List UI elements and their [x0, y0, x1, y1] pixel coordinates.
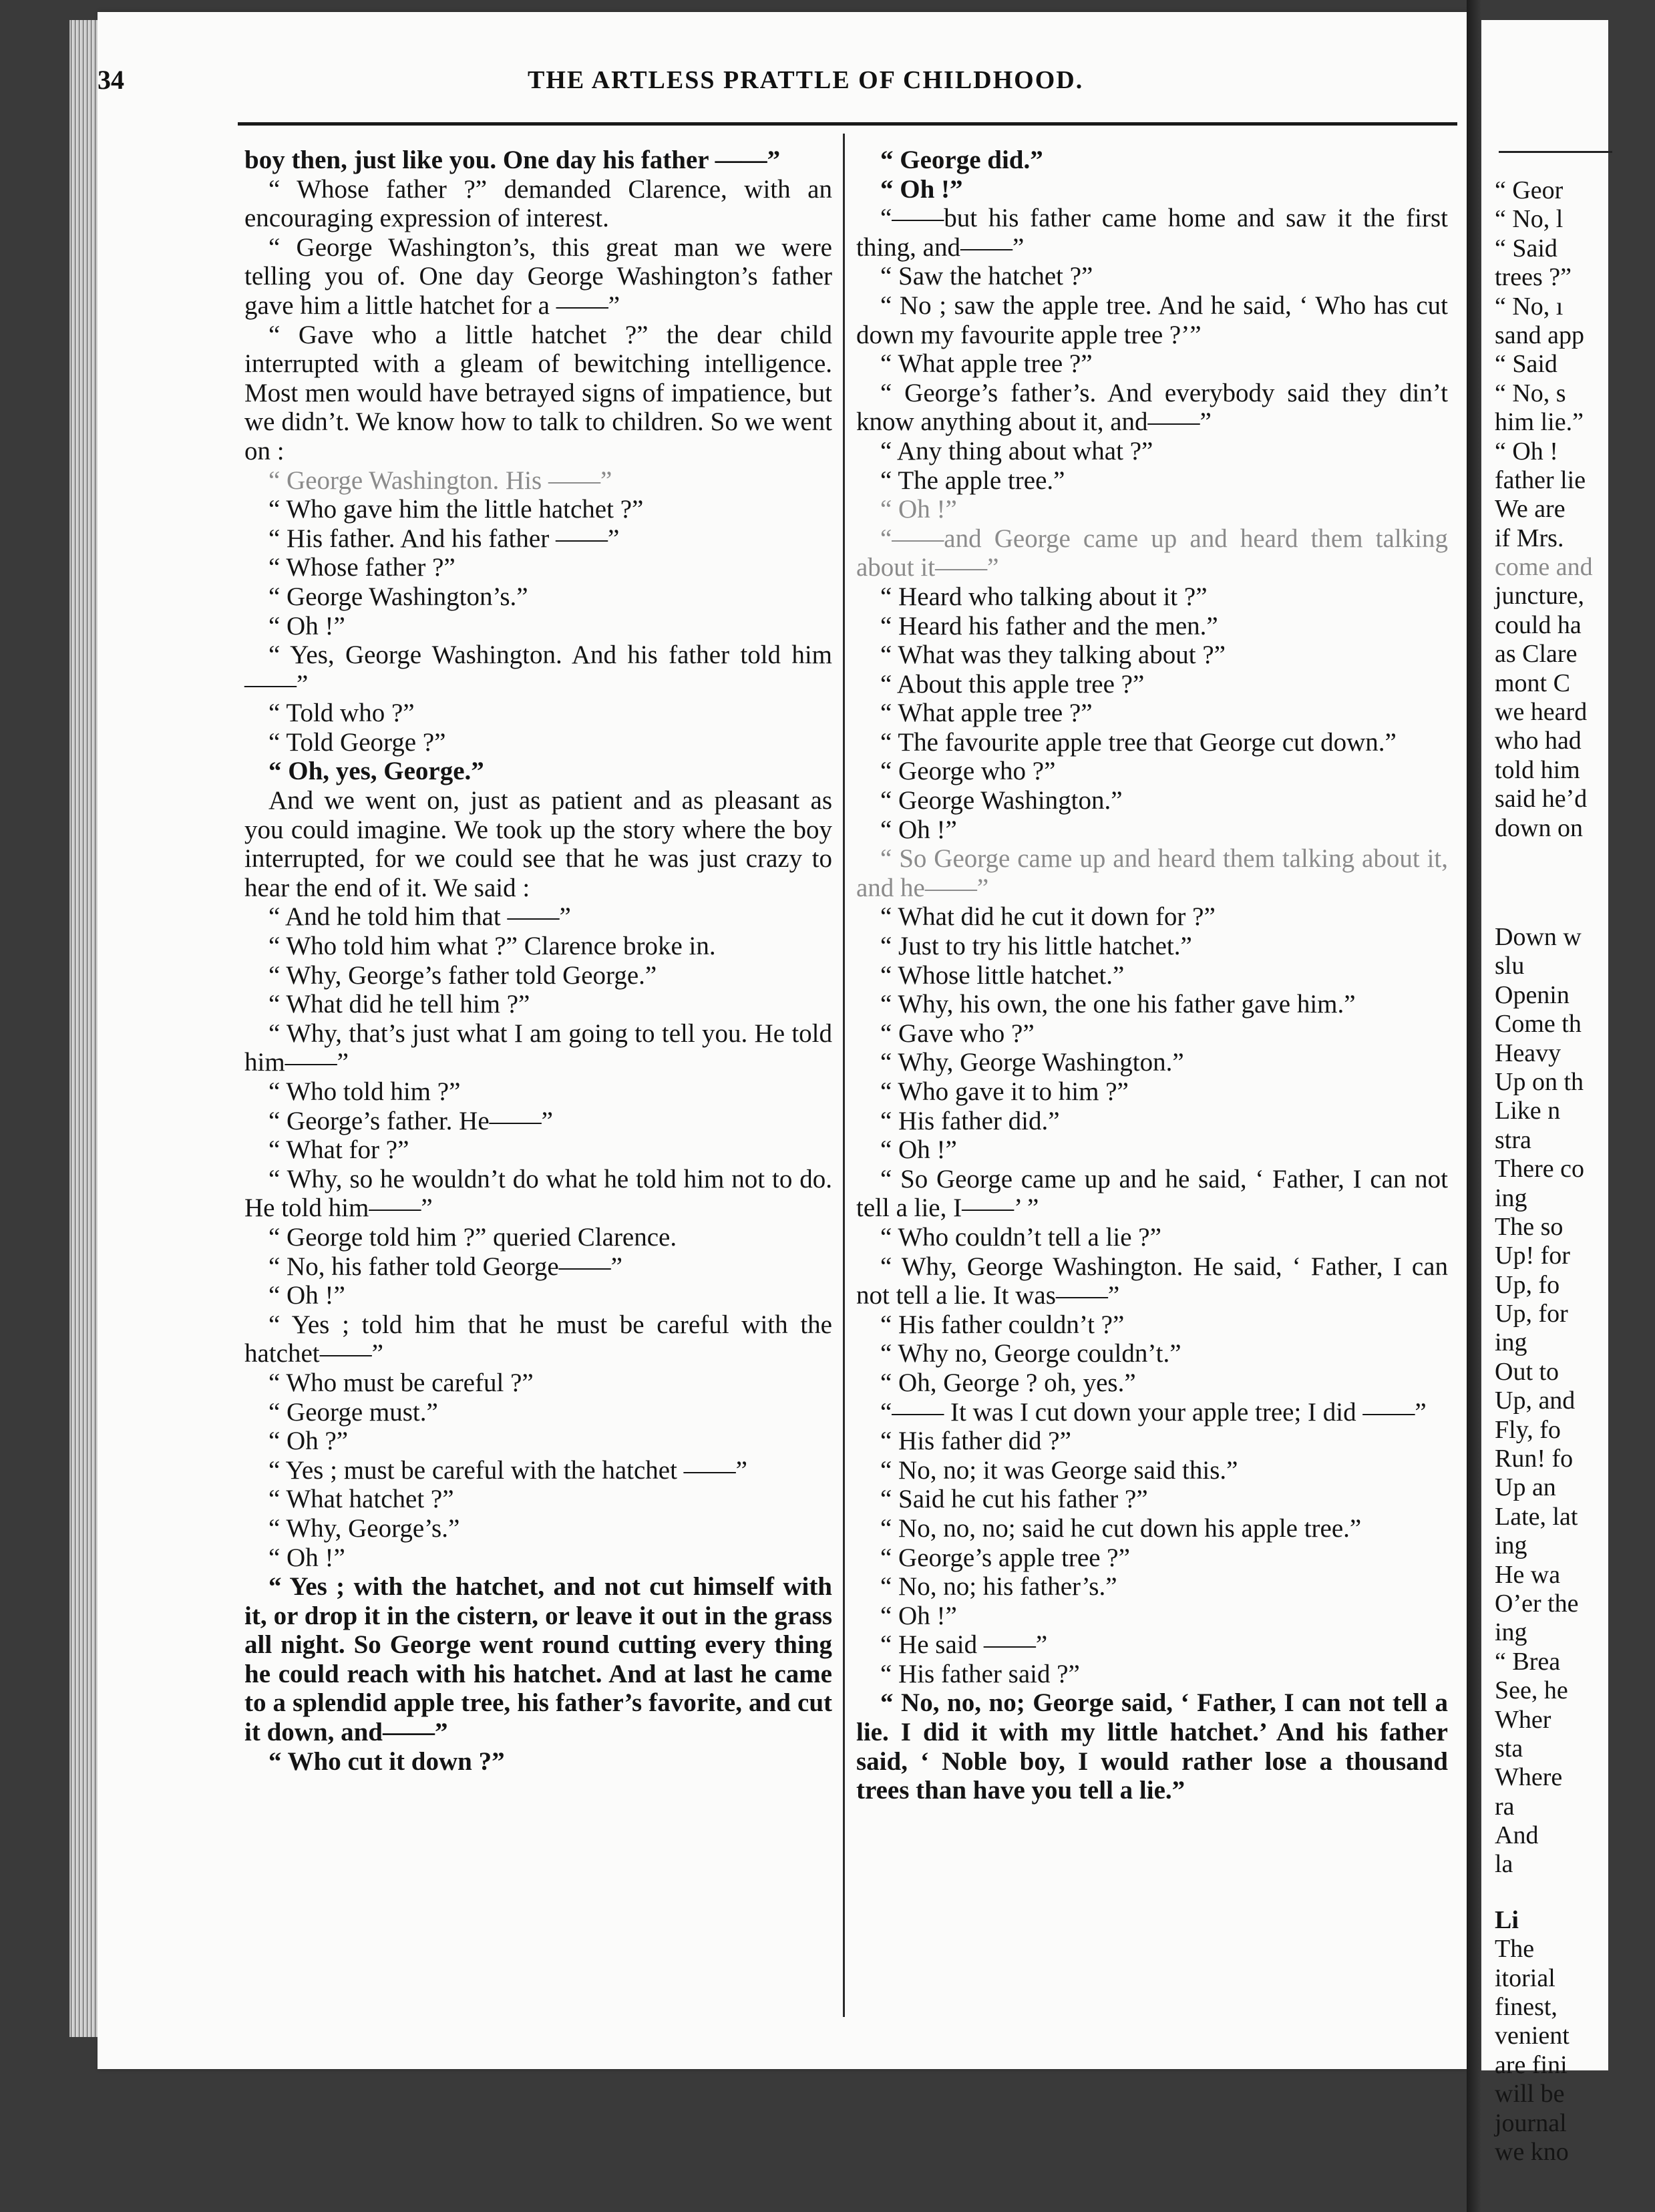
paragraph: “ George did.” [880, 146, 1043, 174]
paragraph: “ Yes ; with the hatchet, and not cut himself with it, or drop it in the cistern, or leave it out in the grass all night. So George went round cutting every thing he could reach with his hatchet. And at last he came to a splendid apple tree, his father’s favorite, and cut it down, and——” [244, 1572, 832, 1747]
paragraph: “ No, no, no; George said, ‘ Father, I can not tell a lie. I did it with my little hatchet.’ And his father said, ‘ Noble boy, I would rather lose a thousand trees than have you tell a lie.” [856, 1688, 1448, 1805]
paragraph: “ George’s father. He——” [268, 1106, 553, 1135]
column-rule [843, 134, 845, 2017]
text-fragment: sta [1495, 1734, 1523, 1763]
paragraph: “ No ; saw the apple tree. And he said, ‘ Who has cut down my favourite apple tree ?’” [856, 291, 1448, 349]
paragraph: “ No, his father told George——” [268, 1252, 622, 1281]
paragraph: “ What for ?” [268, 1135, 409, 1165]
text-fragment: are fini [1495, 2050, 1568, 2079]
text-fragment: Up, for [1495, 1300, 1568, 1328]
paragraph: “ George’s father’s. And everybody said they din’t know anything about it, and——” [856, 378, 1448, 437]
paragraph: “ Oh !” [880, 174, 963, 204]
paragraph: “ What did he tell him ?” [268, 990, 530, 1019]
paragraph: “ Who gave him the little hatchet ?” [268, 495, 644, 524]
text-fragment: as Clare [1495, 640, 1578, 669]
paragraph: “ George Washington’s.” [268, 582, 528, 611]
text-fragment: The so [1495, 1212, 1564, 1241]
paragraph: “ George who ?” [880, 757, 1056, 786]
text-fragment: Come th [1495, 1010, 1582, 1039]
paragraph: “ What did he cut it down for ?” [880, 902, 1216, 932]
paragraph: “ And he told him that ——” [268, 902, 571, 932]
paragraph: “ Why, George Washington.” [880, 1048, 1184, 1077]
text-fragment: Up, and [1495, 1387, 1576, 1415]
paragraph: “ Whose father ?” demanded Clarence, with an encouraging expression of interest. [244, 174, 832, 233]
text-fragment: Like n [1495, 1097, 1561, 1125]
text-fragment: finest, [1495, 1993, 1557, 2022]
text-fragment: ing [1495, 1328, 1527, 1357]
text-fragment: if Mrs. [1495, 524, 1564, 552]
paragraph: “ What hatchet ?” [268, 1485, 454, 1514]
right-column [856, 146, 1448, 1805]
text-fragment: “ Said [1495, 350, 1557, 379]
paragraph: “ He said ——” [880, 1630, 1048, 1660]
text-fragment: We are [1495, 495, 1566, 524]
paragraph: “ Who told him what ?” Clarence broke in. [268, 932, 716, 961]
text-fragment: “ No, ı [1495, 292, 1564, 321]
paragraph: “ The favourite apple tree that George cut down.” [880, 727, 1397, 757]
book-gutter [1467, 0, 1481, 2212]
paragraph: “ No, no; it was George said this.” [880, 1455, 1238, 1485]
paragraph: “ Whose father ?” [268, 553, 455, 582]
paragraph: “ Heard his father and the men.” [880, 611, 1218, 640]
next-page-sliver [1481, 20, 1608, 2166]
text-fragment: journal [1495, 2108, 1567, 2137]
text-fragment: ing [1495, 1183, 1527, 1212]
page-number: 34 [98, 65, 124, 95]
text-fragment: Where [1495, 1763, 1563, 1792]
paragraph: “ What apple tree ?” [880, 349, 1093, 379]
text-fragment: Li [1495, 1905, 1519, 1934]
text-fragment: Up, fo [1495, 1270, 1560, 1299]
text-fragment: Down w [1495, 922, 1582, 951]
text-fragment: “ Brea [1495, 1647, 1561, 1676]
text-fragment: juncture, [1495, 582, 1585, 610]
paragraph: “ Oh !” [880, 495, 957, 524]
paragraph: “ Why, his own, the one his father gave him.” [880, 990, 1356, 1019]
spacer [1495, 1879, 1655, 1906]
text-fragment: we heard [1495, 698, 1588, 727]
text-fragment: him lie.” [1495, 408, 1584, 437]
paragraph: “ Oh !” [268, 611, 345, 640]
text-fragment: told him [1495, 755, 1580, 784]
paragraph: “ His father couldn’t ?” [880, 1310, 1125, 1339]
paragraph: “ George must.” [268, 1397, 438, 1427]
paragraph: “ Why, George’s.” [268, 1513, 460, 1543]
paragraph: “ What was they talking about ?” [880, 640, 1226, 670]
text-fragment: come and [1495, 553, 1593, 582]
text-fragment: ing [1495, 1618, 1527, 1647]
text-fragment: “ Geor [1495, 176, 1564, 204]
text-fragment: could ha [1495, 610, 1582, 639]
paragraph: “ No, no; his father’s.” [880, 1572, 1117, 1602]
text-fragment: trees ?” [1495, 263, 1572, 292]
paragraph: “ No, no, no; said he cut down his apple tree.” [880, 1513, 1362, 1543]
text-fragment: There co [1495, 1155, 1584, 1183]
text-fragment: “ Oh ! [1495, 437, 1558, 466]
paragraph: “ George Washington’s, this great man we were telling you of. One day George Washington’s father gave him a little hatchet for a ——” [244, 232, 832, 320]
text-fragment: will be [1495, 2080, 1565, 2108]
paragraph: “—— It was I cut down your apple tree; I did ——” [880, 1397, 1427, 1427]
paragraph: “ His father did.” [880, 1106, 1060, 1135]
paragraph: “ Told who ?” [268, 699, 415, 728]
paragraph: “ Oh !” [268, 1281, 345, 1310]
paragraph: “ His father. And his father ——” [268, 524, 620, 553]
paragraph: “ Who gave it to him ?” [880, 1077, 1129, 1106]
paragraph: “ Gave who ?” [880, 1019, 1035, 1048]
paragraph: “ George told him ?” queried Clarence. [268, 1222, 677, 1252]
text-fragment: Fly, fo [1495, 1415, 1561, 1444]
text-fragment: we kno [1495, 2138, 1569, 2166]
paragraph: “ Oh !” [880, 1135, 957, 1165]
text-fragment: mont C [1495, 669, 1570, 697]
paragraph: “——and George came up and heard them talking about it——” [856, 524, 1448, 582]
text-fragment: Out to [1495, 1357, 1559, 1386]
text-fragment: ra [1495, 1792, 1515, 1821]
text-fragment: said he’d [1495, 785, 1588, 813]
paragraph: “ Why, so he wouldn’t do what he told him not to do. He told him——” [244, 1164, 832, 1223]
text-fragment: Wher [1495, 1705, 1551, 1734]
paragraph: “ Gave who a little hatchet ?” the dear child interrupted with a gleam of bewitching intelligence. Most men would have betrayed signs of impatience, but we didn’t. We know how to talk to children. So we went on : [244, 320, 832, 466]
paragraph: “ Any thing about what ?” [880, 436, 1153, 466]
paragraph: “ Why, that’s just what I am going to tell you. He told him——” [244, 1019, 832, 1077]
text-fragment: Up on th [1495, 1067, 1584, 1096]
paragraph: “ His father did ?” [880, 1427, 1071, 1456]
paragraph: “——but his father came home and saw it the first thing, and——” [856, 204, 1448, 262]
paragraph: “ Oh !” [268, 1543, 345, 1572]
paragraph: “ So George came up and heard them talking about it, and he——” [856, 844, 1448, 902]
text-fragment: “ No, s [1495, 379, 1566, 407]
text-fragment: itorial [1495, 1964, 1555, 1992]
paragraph: boy then, just like you. One day his father ——” [244, 146, 781, 174]
paragraph: “ George Washington.” [880, 786, 1123, 815]
paragraph: “ Whose little hatchet.” [880, 960, 1125, 990]
paragraph: “ Oh, George ? oh, yes.” [880, 1368, 1136, 1397]
paragraph: “ Just to try his little hatchet.” [880, 932, 1192, 961]
text-fragment: “ Said [1495, 234, 1557, 262]
text-fragment: Openin [1495, 980, 1570, 1009]
paragraph: “ What apple tree ?” [880, 699, 1093, 728]
paragraph: “ George Washington. His ——” [268, 466, 612, 495]
text-fragment: down on [1495, 813, 1583, 842]
text-fragment: Up an [1495, 1473, 1556, 1502]
paragraph: “ Yes ; must be careful with the hatchet ——” [268, 1455, 747, 1485]
text-fragment: who had [1495, 727, 1582, 755]
paragraph: “ Who couldn’t tell a lie ?” [880, 1222, 1161, 1252]
paragraph: “ George’s apple tree ?” [880, 1543, 1130, 1572]
paragraph: “ Oh, yes, George.” [268, 757, 484, 786]
paragraph: “ Said he cut his father ?” [880, 1485, 1148, 1514]
paragraph: “ Told George ?” [268, 727, 446, 757]
text-fragment: father lie [1495, 466, 1586, 494]
next-page-header-rule [1499, 151, 1612, 153]
text-fragment: stra [1495, 1125, 1531, 1154]
text-fragment: ing [1495, 1531, 1527, 1560]
paragraph: “ Why, George’s father told George.” [268, 960, 657, 990]
text-fragment: la [1495, 1850, 1513, 1879]
text-fragment: Heavy [1495, 1039, 1561, 1067]
paragraph: “ Oh !” [880, 815, 957, 844]
paragraph: “ Who must be careful ?” [268, 1368, 534, 1397]
paragraph: “ His father said ?” [880, 1659, 1080, 1688]
page-edge-stack [69, 20, 98, 2037]
paragraph: “ Yes, George Washington. And his father told him ——” [244, 640, 832, 699]
text-fragment: O’er the [1495, 1589, 1579, 1618]
text-fragment: Run! fo [1495, 1445, 1574, 1473]
header-rule [238, 122, 1457, 126]
paragraph: “ Oh !” [880, 1601, 957, 1630]
paragraph: “ Oh ?” [268, 1427, 349, 1456]
text-fragment: The [1495, 1935, 1535, 1964]
page-title: THE ARTLESS PRATTLE OF CHILDHOOD. [528, 66, 1084, 94]
paragraph: “ The apple tree.” [880, 466, 1065, 495]
spacer [1495, 843, 1655, 923]
paragraph: And we went on, just as patient and as pleasant as you could imagine. We took up the story where the boy interrupted, for we could see that he was just crazy to hear the end of it. We said : [244, 786, 832, 902]
text-fragment: He wa [1495, 1560, 1561, 1589]
text-fragment: sand app [1495, 321, 1585, 349]
paragraph: “ So George came up and he said, ‘ Father, I can not tell a lie, I——’ ” [856, 1164, 1448, 1223]
paragraph: “ Yes ; told him that he must be careful with the hatchet——” [244, 1310, 832, 1368]
text-fragment: Late, lat [1495, 1502, 1578, 1531]
text-fragment: “ No, l [1495, 205, 1564, 234]
text-fragment: See, he [1495, 1676, 1568, 1705]
next-page-text [1495, 176, 1655, 2167]
text-fragment: And [1495, 1821, 1539, 1850]
paragraph: “ Why no, George couldn’t.” [880, 1339, 1181, 1368]
paragraph: “ Why, George Washington. He said, ‘ Father, I can not tell a lie. It was——” [856, 1252, 1448, 1310]
paragraph: “ Who told him ?” [268, 1077, 461, 1106]
paragraph: “ About this apple tree ?” [880, 669, 1145, 699]
paragraph: “ Saw the hatchet ?” [880, 262, 1093, 291]
text-fragment: venient [1495, 2022, 1570, 2050]
left-column [244, 146, 832, 1776]
paragraph: “ Who cut it down ?” [268, 1746, 505, 1776]
text-fragment: Up! for [1495, 1242, 1570, 1270]
text-fragment: slu [1495, 952, 1525, 980]
paragraph: “ Heard who talking about it ?” [880, 582, 1208, 611]
